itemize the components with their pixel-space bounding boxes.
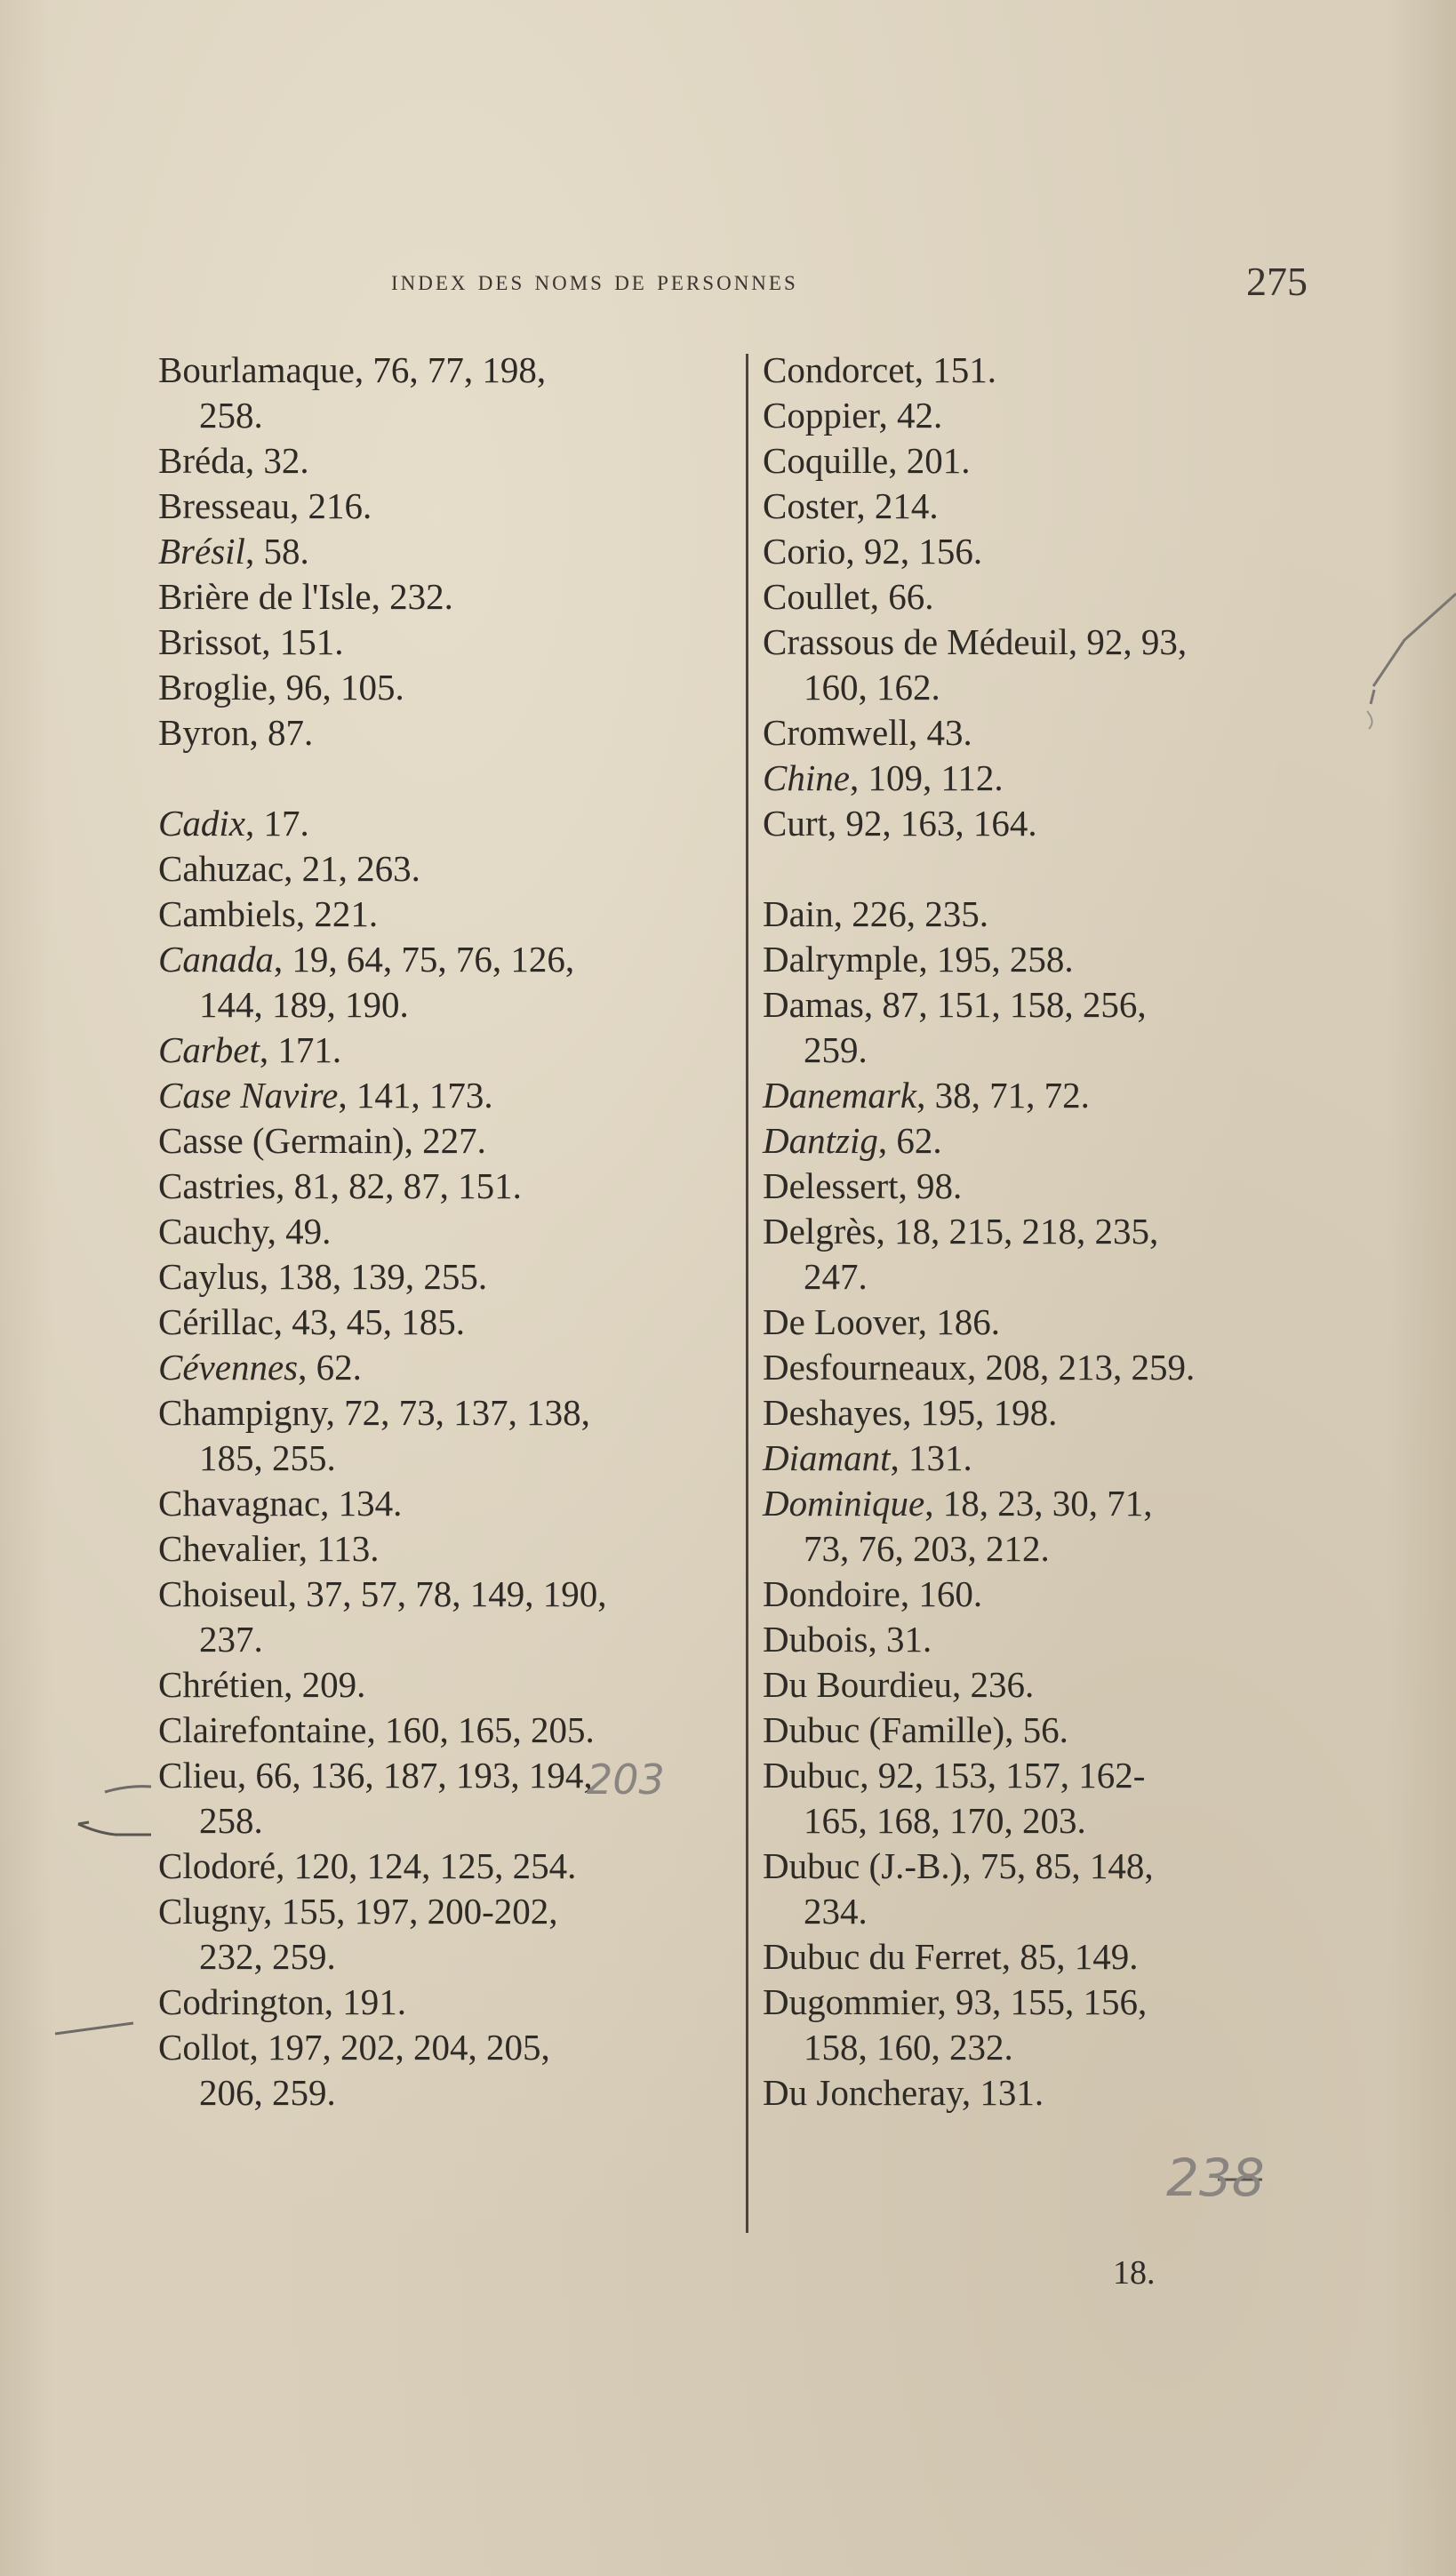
place-name: Brésil: [158, 531, 245, 572]
index-entry: Casse (Germain), 227.: [158, 1120, 486, 1161]
index-entry: Cromwell, 43.: [763, 712, 972, 753]
index-entry: Delessert, 98.: [763, 1165, 963, 1206]
pencil-note-203: 203: [587, 1756, 665, 1804]
index-entry: Chavagnac, 134.: [158, 1483, 403, 1524]
index-entry: [158, 937, 727, 982]
index-entry: Dalrymple, 195, 258.: [763, 939, 1074, 980]
page-refs: , 17.: [244, 803, 309, 844]
index-entry: Condorcet, 151.: [763, 349, 997, 390]
page-refs: , 171.: [259, 1029, 342, 1070]
index-entry: Du Bourdieu, 236.: [763, 1664, 1035, 1705]
index-entry: Dubuc (Famille), 56.: [763, 1709, 1068, 1750]
index-column-left: [158, 348, 727, 2116]
index-entry: Deshayes, 195, 198.: [763, 1392, 1058, 1433]
section-gap: [763, 846, 1332, 892]
index-column-right: [763, 348, 1332, 2116]
index-entry: Coppier, 42.: [763, 395, 943, 436]
index-entry: Codrington, 191.: [158, 1981, 407, 2022]
index-entry: Coullet, 66.: [763, 576, 934, 617]
page-refs: , 38, 71, 72.: [916, 1075, 1090, 1116]
page-refs: , 18, 23, 30, 71,: [924, 1483, 1153, 1524]
index-entry: Caylus, 138, 139, 255.: [158, 1256, 488, 1297]
page-refs: , 62.: [298, 1347, 362, 1388]
index-entry-continuation: 258.: [199, 395, 263, 436]
index-entry-continuation: 237.: [199, 1619, 263, 1660]
index-entry-continuation: 232, 259.: [199, 1936, 336, 1977]
index-entry: Dain, 226, 235.: [763, 893, 988, 934]
index-entry-continuation: 73, 76, 203, 212.: [804, 1528, 1050, 1569]
index-entry: [763, 1436, 1332, 1481]
index-entry: Corio, 92, 156.: [763, 531, 983, 572]
index-entry: Dubois, 31.: [763, 1619, 932, 1660]
page-refs: , 62.: [877, 1120, 942, 1161]
index-entry: Bresseau, 216.: [158, 485, 372, 526]
index-entry: Clairefontaine, 160, 165, 205.: [158, 1709, 595, 1750]
index-entry: Clieu, 66, 136, 187, 193, 194,: [158, 1755, 593, 1796]
place-name: Chine: [763, 757, 850, 798]
index-entry: Cahuzac, 21, 263.: [158, 848, 420, 889]
page-refs: , 58.: [244, 531, 309, 572]
index-entry: Cauchy, 49.: [158, 1211, 332, 1252]
index-entry: Chevalier, 113.: [158, 1528, 380, 1569]
section-gap: [158, 756, 727, 801]
index-entry-continuation: 185, 255.: [199, 1437, 336, 1478]
index-entry: [763, 1481, 1332, 1526]
index-entry: Champigny, 72, 73, 137, 138,: [158, 1392, 590, 1433]
index-entry: Choiseul, 37, 57, 78, 149, 190,: [158, 1573, 607, 1614]
index-entry: [158, 801, 727, 846]
index-entry: Broglie, 96, 105.: [158, 667, 404, 708]
running-head: index des noms de personnes: [391, 265, 798, 297]
index-entry: Crassous de Médeuil, 92, 93,: [763, 621, 1188, 662]
place-name: Cadix: [158, 803, 245, 844]
index-entry: Clugny, 155, 197, 200-202,: [158, 1891, 558, 1932]
index-entry: Castries, 81, 82, 87, 151.: [158, 1165, 522, 1206]
index-entry-continuation: 247.: [804, 1256, 868, 1297]
index-entry: [158, 1028, 727, 1073]
column-divider: [746, 354, 748, 2233]
index-entry-continuation: 234.: [804, 1891, 868, 1932]
index-entry: Clodoré, 120, 124, 125, 254.: [158, 1845, 577, 1886]
index-entry: Delgrès, 18, 215, 218, 235,: [763, 1211, 1159, 1252]
index-entry: Cérillac, 43, 45, 185.: [158, 1301, 466, 1342]
index-entry-continuation: 258.: [199, 1800, 263, 1841]
index-entry-continuation: 160, 162.: [804, 667, 940, 708]
index-entry: [158, 1073, 727, 1118]
index-entry: Curt, 92, 163, 164.: [763, 803, 1037, 844]
place-name: Danemark: [763, 1075, 917, 1116]
place-name: Cévennes: [158, 1347, 299, 1388]
page-number: 275: [1246, 259, 1308, 304]
index-entry-continuation: 206, 259.: [199, 2072, 336, 2113]
index-entry: [158, 1345, 727, 1390]
index-entry: Bréda, 32.: [158, 440, 309, 481]
index-entry: Dondoire, 160.: [763, 1573, 983, 1614]
place-name: Canada: [158, 939, 274, 980]
index-entry: Desfourneaux, 208, 213, 259.: [763, 1347, 1196, 1388]
index-entry: Collot, 197, 202, 204, 205,: [158, 2027, 550, 2068]
index-entry: Damas, 87, 151, 158, 256,: [763, 984, 1147, 1025]
signature-mark: 18.: [1113, 2254, 1156, 2292]
index-entry: De Loover, 186.: [763, 1301, 1001, 1342]
index-entry: Coster, 214.: [763, 485, 939, 526]
index-entry: Coquille, 201.: [763, 440, 971, 481]
index-entry: Byron, 87.: [158, 712, 314, 753]
index-entry-continuation: 259.: [804, 1029, 868, 1070]
place-name: Dantzig: [763, 1120, 878, 1161]
place-name: Diamant: [763, 1437, 891, 1478]
index-entry: Bourlamaque, 76, 77, 198,: [158, 349, 547, 390]
index-entry-continuation: 158, 160, 232.: [804, 2027, 1013, 2068]
index-entry-continuation: 165, 168, 170, 203.: [804, 1800, 1086, 1841]
page-refs: , 19, 64, 75, 76, 126,: [273, 939, 575, 980]
index-entry: Brière de l'Isle, 232.: [158, 576, 453, 617]
index-entry: [763, 1118, 1332, 1164]
index-entry: Cambiels, 221.: [158, 893, 379, 934]
place-name: Case Navire: [158, 1075, 339, 1116]
index-entry: Dubuc du Ferret, 85, 149.: [763, 1936, 1139, 1977]
place-name: Dominique: [763, 1483, 925, 1524]
index-entry: Brissot, 151.: [158, 621, 344, 662]
index-entry: Dubuc (J.-B.), 75, 85, 148,: [763, 1845, 1154, 1886]
place-name: Carbet: [158, 1029, 260, 1070]
pencil-note-238: 238: [1166, 2148, 1265, 2208]
page-refs: , 141, 173.: [338, 1075, 493, 1116]
page-refs: , 109, 112.: [849, 757, 1004, 798]
index-entry: Chrétien, 209.: [158, 1664, 366, 1705]
index-entry-continuation: 144, 189, 190.: [199, 984, 409, 1025]
index-entry: Du Joncheray, 131.: [763, 2072, 1044, 2113]
page-refs: , 131.: [890, 1437, 972, 1478]
index-entry: Dugommier, 93, 155, 156,: [763, 1981, 1148, 2022]
index-entry: [763, 1073, 1332, 1118]
index-entry: Dubuc, 92, 153, 157, 162-: [763, 1755, 1146, 1796]
index-entry: [158, 529, 727, 574]
index-entry: [763, 756, 1332, 801]
